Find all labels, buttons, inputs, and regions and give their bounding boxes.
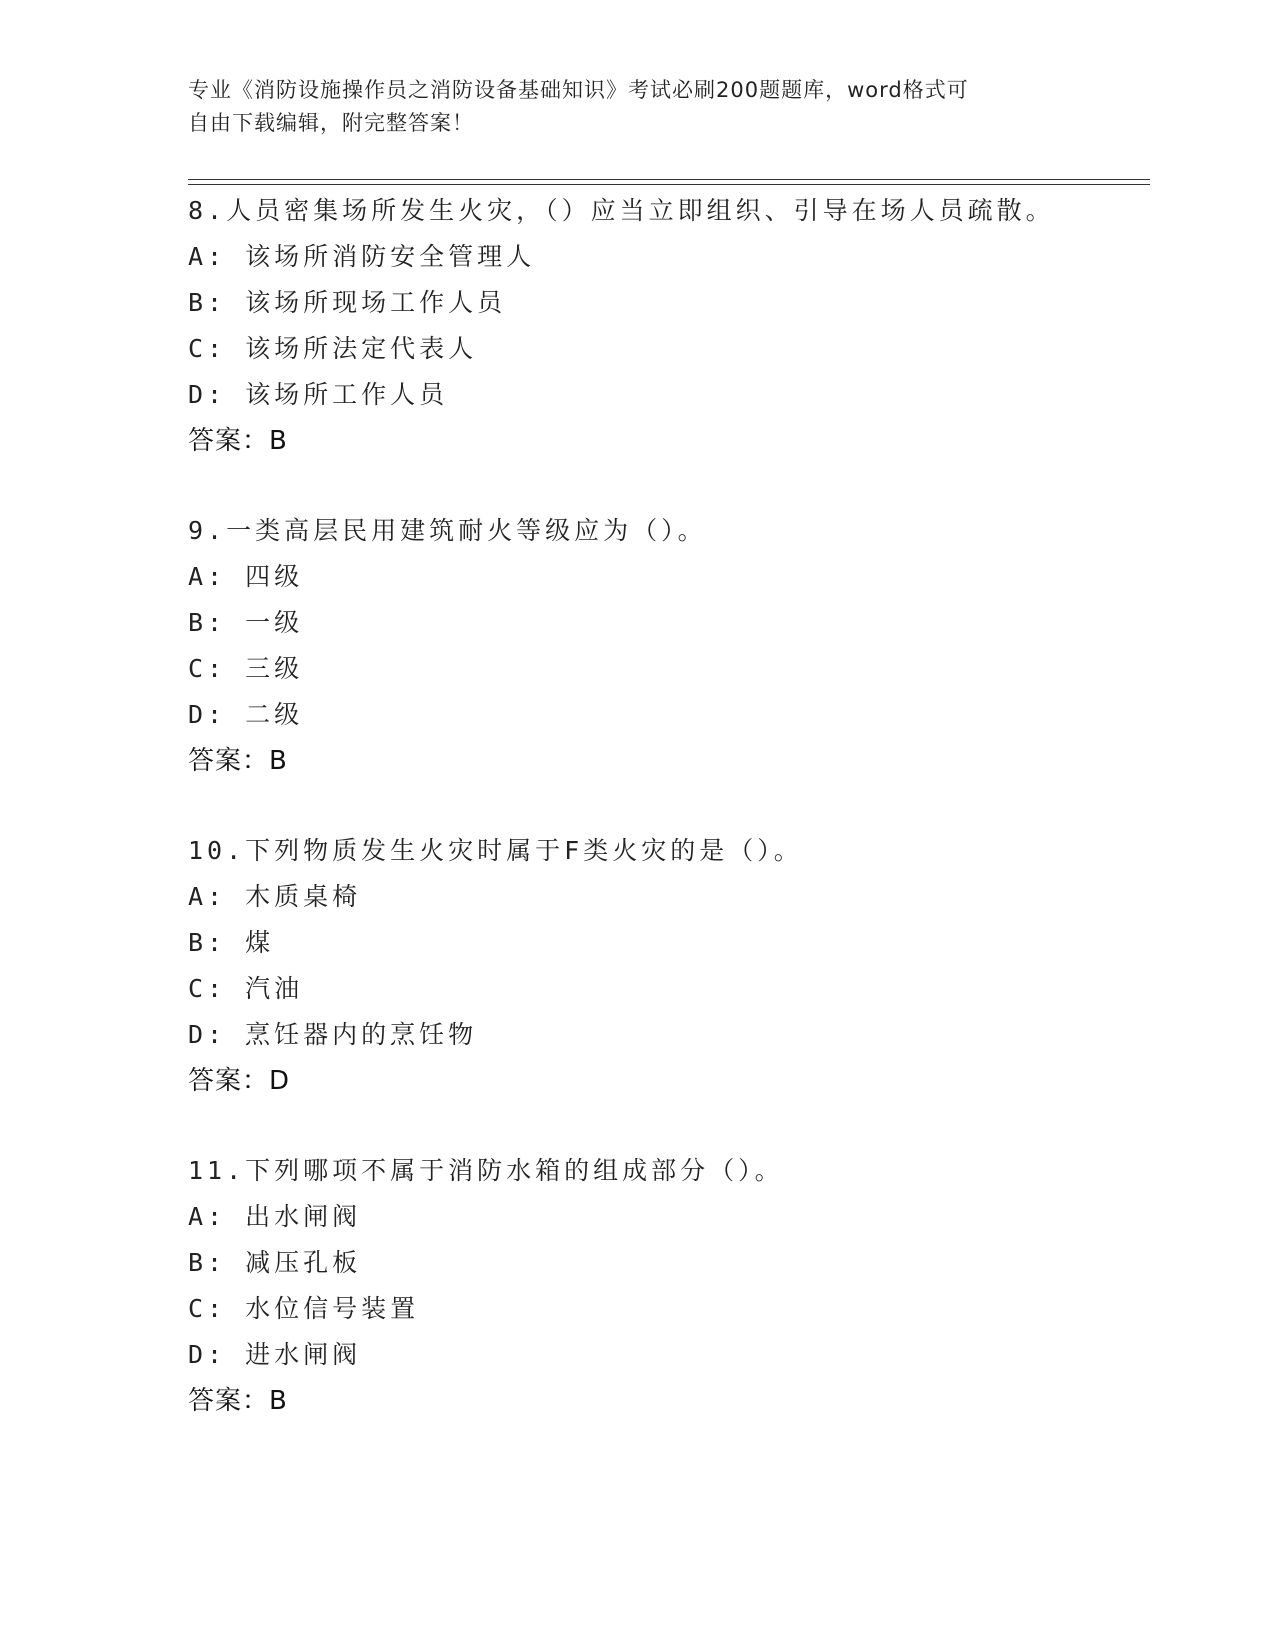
option-b: B: 减压孔板: [188, 1248, 362, 1277]
option-a: A: 该场所消防安全管理人: [188, 242, 536, 271]
question-title: 8.人员密集场所发生火灾，（）应当立即组织、引导在场人员疏散。: [188, 196, 1055, 225]
option-b: B: 煤: [188, 928, 275, 957]
header-line-1: 专业《消防设施操作员之消防设备基础知识》考试必刷200题题库，word格式可: [188, 78, 969, 102]
option-c: C: 汽油: [188, 974, 304, 1003]
answer-line: 答案：D: [188, 1066, 291, 1096]
question-block: [188, 188, 1148, 464]
option-c: C: 水位信号装置: [188, 1294, 420, 1323]
option-c: C: 该场所法定代表人: [188, 334, 478, 363]
option-d: D: 进水闸阀: [188, 1340, 362, 1369]
header-divider-bottom: [188, 184, 1150, 185]
option-b: B: 一级: [188, 608, 304, 637]
option-d: D: 该场所工作人员: [188, 380, 449, 409]
option-d: D: 二级: [188, 700, 304, 729]
answer-line: 答案：B: [188, 1386, 288, 1416]
answer-line: 答案：B: [188, 746, 288, 776]
option-c: C: 三级: [188, 654, 304, 683]
document-header: [188, 74, 1088, 140]
header-divider-top: [188, 179, 1150, 180]
question-title: 11.下列哪项不属于消防水箱的组成部分（）。: [188, 1156, 784, 1185]
option-b: B: 该场所现场工作人员: [188, 288, 507, 317]
option-a: A: 四级: [188, 562, 304, 591]
option-a: A: 出水闸阀: [188, 1202, 362, 1231]
question-title: 9.一类高层民用建筑耐火等级应为（）。: [188, 516, 707, 545]
option-a: A: 木质桌椅: [188, 882, 362, 911]
header-line-2: 自由下载编辑，附完整答案！: [188, 111, 474, 135]
answer-line: 答案：B: [188, 426, 288, 456]
option-d: D: 烹饪器内的烹饪物: [188, 1020, 478, 1049]
question-block: [188, 828, 1148, 1104]
question-block: [188, 508, 1148, 784]
question-block: [188, 1148, 1148, 1424]
question-title: 10.下列物质发生火灾时属于F类火灾的是（）。: [188, 836, 803, 865]
